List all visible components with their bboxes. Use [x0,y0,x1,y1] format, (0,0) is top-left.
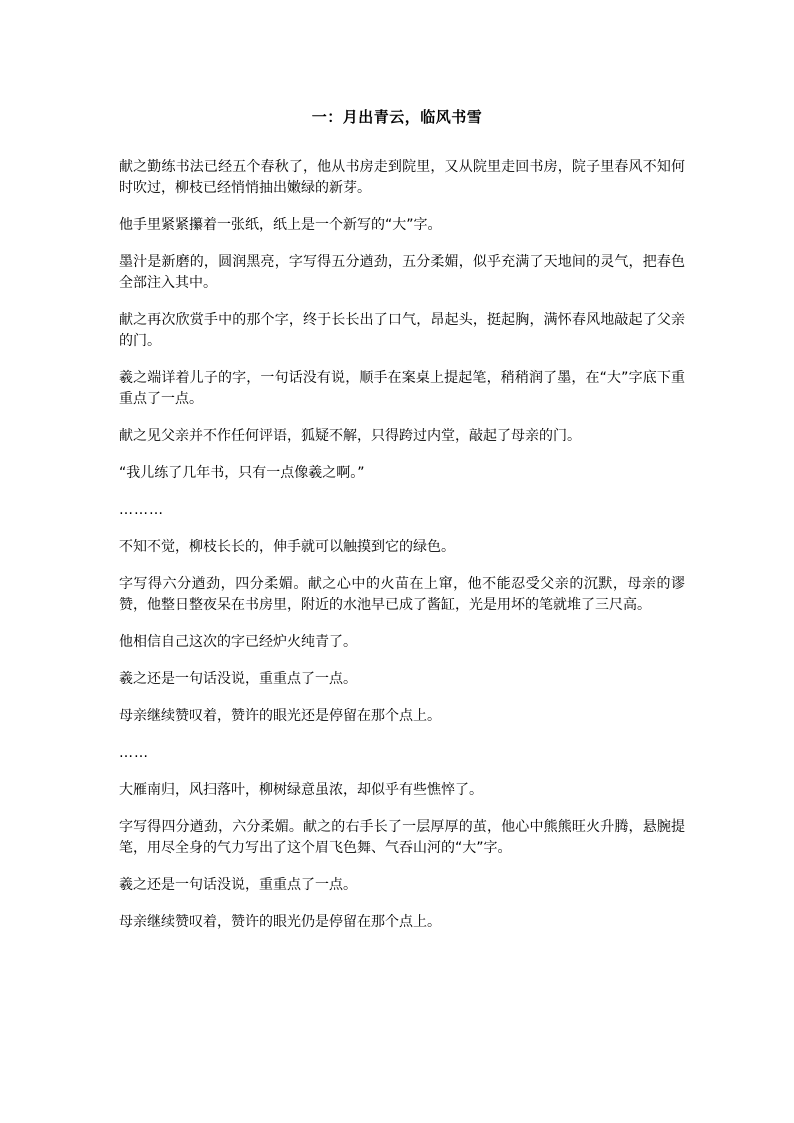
paragraph-4: 献之再次欣赏手中的那个字，终于长长出了口气，昂起头，挺起胸，满怀春风地敲起了父亲的门。 [119,312,685,349]
article-body [119,157,685,949]
paragraph-5: 羲之端详着儿子的字，一句话没有说，顺手在案桌上提起笔，稍稍润了墨，在“大”字底下重重点了一点。 [119,370,685,407]
paragraph-17: 母亲继续赞叹着，赞许的眼光仍是停留在那个点上。 [119,914,441,930]
paragraph-12: 母亲继续赞叹着，赞许的眼光还是停留在那个点上。 [119,708,441,724]
paragraph-15: 字写得四分遒劲，六分柔媚。献之的右手长了一层厚厚的茧，他心中熊熊旺火升腾，悬腕提笔，用尽全身的气力写出了这个眉飞色舞、气吞山河的“大”字。 [119,819,685,856]
paragraph-11: 羲之还是一句话没说，重重点了一点。 [119,671,357,687]
paragraph-14: 大雁南归，风扫落叶，柳树绿意虽浓，却似乎有些憔悴了。 [119,782,483,798]
paragraph-10: 他相信自己这次的字已经炉火纯青了。 [119,634,357,650]
section-break-2: …… [119,745,149,761]
page-title: 一：月出青云，临风书雪 [311,108,483,126]
paragraph-8: 不知不觉，柳枝长长的，伸手就可以触摸到它的绿色。 [119,539,455,555]
paragraph-3: 墨汁是新磨的，圆润黑亮，字写得五分遒劲，五分柔媚，似乎充满了天地间的灵气，把春色全部注入其中。 [119,254,685,291]
section-break-1: ……… [119,502,164,518]
paragraph-2: 他手里紧紧攥着一张纸，纸上是一个新写的“大”字。 [119,217,442,233]
paragraph-1: 献之勤练书法已经五个春秋了，他从书房走到院里，又从院里走回书房，院子里春风不知何时吹过，柳枝已经悄悄抽出嫩绿的新芽。 [119,159,685,196]
paragraph-6: 献之见父亲并不作任何评语，狐疑不解，只得跨过内堂，敲起了母亲的门。 [119,428,581,444]
paragraph-16: 羲之还是一句话没说，重重点了一点。 [119,877,357,893]
paragraph-quote: “我儿练了几年书，只有一点像羲之啊。” [119,465,365,481]
paragraph-9: 字写得六分遒劲，四分柔媚。献之心中的火苗在上窜，他不能忍受父亲的沉默，母亲的谬赞，他整日整夜呆在书房里，附近的水池早已成了酱缸，光是用坏的笔就堆了三尺高。 [119,576,685,613]
